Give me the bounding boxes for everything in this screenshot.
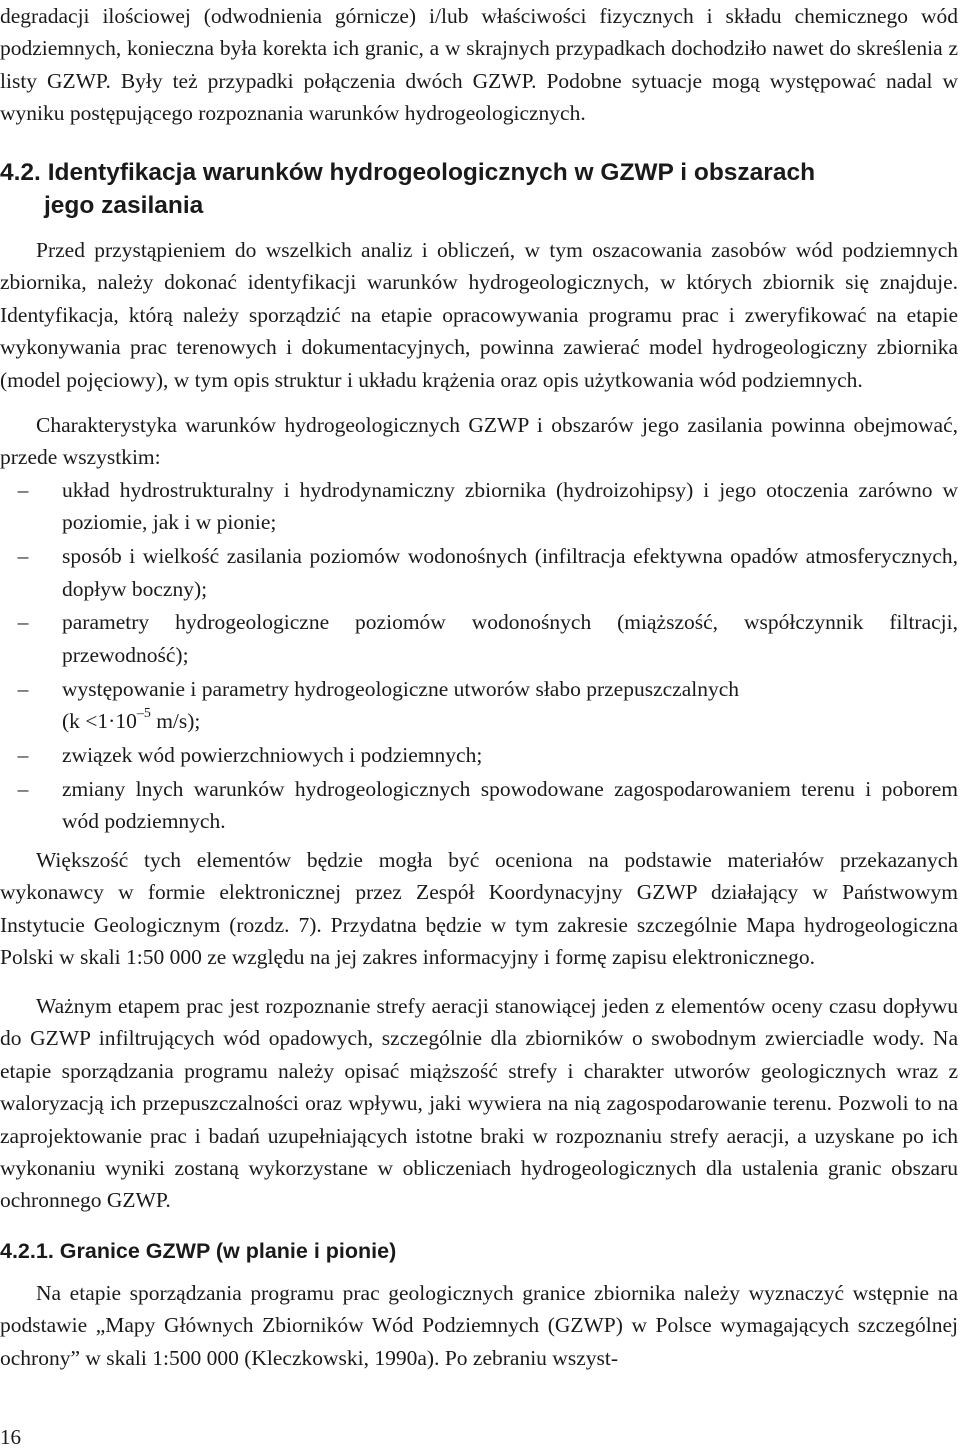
list-dash: – bbox=[17, 776, 29, 801]
list-item bbox=[0, 673, 958, 738]
section-heading-4-2 bbox=[0, 156, 815, 222]
list-item-text: występowanie i parametry hydrogeologiczne utworów słabo przepuszczalnych bbox=[62, 676, 740, 701]
list-item bbox=[0, 773, 958, 838]
list-item bbox=[0, 474, 958, 539]
section-paragraph-4: Ważnym etapem prac jest rozpoznanie strefy aeracji stanowiącej jeden z elementów oceny czasu dopływu do GZWP infiltrujących wód opadowych, szczególnie dla zbiorników o swobodnym zwierciadle wody. Na etapie sporządzania programu należy opisać miąższość strefy i charakter utworów geologicznych wraz z waloryzacją ich przepuszczalności oraz wpływu, jaki wywiera na nią zagospodarowanie terenu. Pozwoli to na zaprojektowanie prac i badań uzupełniających istotne braki w rozpoznaniu strefy aeracji, a uzyskane po ich wykonaniu wyniki zostaną wykorzystane w obliczeniach hydrogeologicznych dla ustalenia granic obszaru ochronnego GZWP. bbox=[0, 994, 958, 1213]
list-item bbox=[0, 540, 958, 605]
section-number: 4.2. bbox=[0, 159, 41, 186]
section-title-line2: jego zasilania bbox=[44, 192, 204, 219]
intro-paragraph: degradacji ilościowej (odwodnienia górnicze) i/lub właściwości fizycznych i składu chemicznego wód podziemnych, konieczna była korekta ich granic, a w skrajnych przypadkach dochodziło nawet do skreślenia z listy GZWP. Były też przypadki połączenia dwóch GZWP. Podobne sytuacje mogą występować nadal w wyniku postępującego rozpoznania warunków hydrogeologicznych. bbox=[0, 4, 958, 126]
list-item-text: zmiany lnych warunków hydrogeologicznych spowodowane zagospodarowaniem terenu i poborem wód podziemnych. bbox=[62, 776, 958, 834]
conditions-list bbox=[0, 474, 958, 839]
list-item-text: sposób i wielkość zasilania poziomów wodonośnych (infiltracja efektywna opadów atmosferycznych, dopływ boczny); bbox=[62, 544, 958, 601]
list-dash: – bbox=[17, 610, 29, 635]
section-paragraph-1: Przed przystąpieniem do wszelkich analiz i obliczeń, w tym oszacowania zasobów wód podziemnych zbiornika, należy dokonać identyfikacji warunków hydrogeologicznych, w których zbiornik się znajduje. Identyfikacja, którą należy sporządzić na etapie opracowywania programu prac i zweryfikować na etapie wykonywania prac terenowych i dokumentacyjnych, powinna zawierać model hydrogeologiczny zbiornika (model pojęciowy), w tym opis struktur i układu krążenia oraz opis użytkowania wód podziemnych. bbox=[0, 238, 958, 392]
subsection-paragraph-1: Na etapie sporządzania programu prac geologicznych granice zbiornika należy wyznaczyć wstępnie na podstawie „Mapy Głównych Zbiorników Wód Podziemnych (GZWP) w Polsce wymagających szczególnej ochrony” w skali 1:500 000 (Kleczkowski, 1990a). Po zebraniu wszyst- bbox=[0, 1281, 958, 1370]
section-paragraph-2: Charakterystyka warunków hydrogeologicznych GZWP i obszarów jego zasilania powinna obejmować, przede wszystkim: bbox=[0, 413, 958, 470]
list-dash: – bbox=[17, 742, 29, 767]
permeability-formula: ($k <1\cdot 10^{-5}$ m/s); bbox=[62, 705, 201, 734]
page-number: 16 bbox=[0, 1425, 21, 1449]
list-item-text: układ hydrostrukturalny i hydrodynamiczny zbiornika (hydroizohipsy) i jego otoczenia zarówno w poziomie, jak i w pionie; bbox=[62, 478, 958, 535]
list-item-text: parametry hydrogeologiczne poziomów wodonośnych (miąższość, współczynnik filtracji, przewodność); bbox=[62, 610, 958, 667]
formula-exponent: –5 bbox=[136, 705, 151, 721]
list-dash: – bbox=[17, 544, 29, 569]
list-item-text: związek wód powierzchniowych i podziemnych; bbox=[62, 742, 483, 767]
list-dash: – bbox=[17, 478, 29, 502]
list-item bbox=[0, 739, 958, 771]
list-item bbox=[0, 606, 958, 671]
list-dash: – bbox=[17, 676, 29, 701]
section-title-line1: Identyfikacja warunków hydrogeologicznych w GZWP i obszarach bbox=[47, 159, 816, 186]
subsection-heading-4-2-1: 4.2.1. Granice GZWP (w planie i pionie) bbox=[0, 1239, 397, 1263]
section-paragraph-3: Większość tych elementów będzie mogła być oceniona na podstawie materiałów przekazanych wykonawcy w formie elektronicznej przez Zespół Koordynacyjny GZWP działający w Państwowym Instytucie Geologicznym (rozdz. 7). Przydatna będzie w tym zakresie szczególnie Mapa hydrogeologiczna Polski w skali 1:50 000 ze względu na jej zakres informacyjny i formę zapisu elektronicznego. bbox=[0, 848, 958, 970]
